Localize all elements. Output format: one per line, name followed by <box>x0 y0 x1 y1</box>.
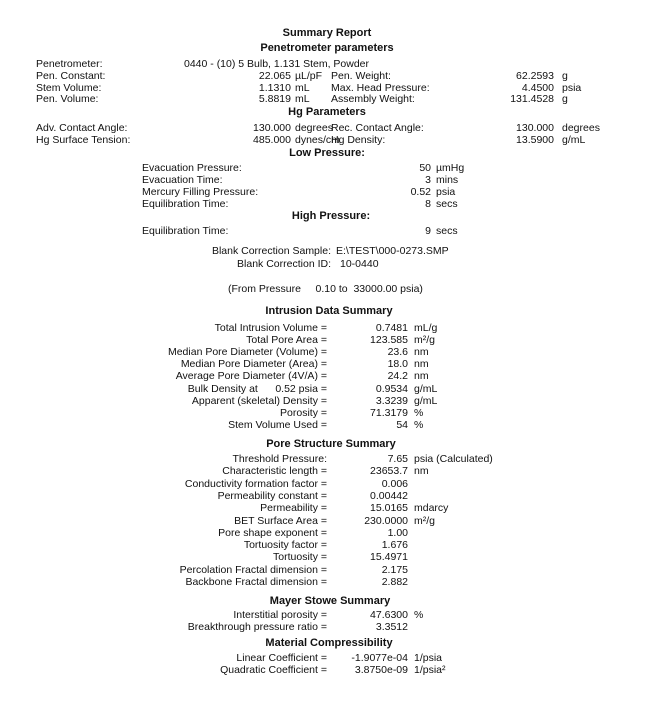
material-value: 3.8750e-09 <box>354 664 408 676</box>
intrusion-value: 123.585 <box>370 334 408 346</box>
pore-structure-value: 0.00442 <box>370 490 408 502</box>
high-pressure-label: Equilibration Time: <box>142 225 229 237</box>
low-pressure-value: 0.52 <box>410 186 431 198</box>
low-pressure-value: 8 <box>425 198 431 210</box>
pore-structure-value: 2.175 <box>381 564 408 576</box>
pen-left-label: Stem Volume: <box>36 82 102 94</box>
hg-right-unit: degrees <box>562 122 600 134</box>
pen-left-label: Pen. Volume: <box>36 93 99 105</box>
hg-left-unit: degrees <box>295 122 333 134</box>
intrusion-label: Median Pore Diameter (Area) = <box>180 358 327 370</box>
pen-right-unit: g <box>562 93 568 105</box>
pore-structure-label: Tortuosity = <box>273 551 327 563</box>
pore-structure-label: Pore shape exponent = <box>218 527 327 539</box>
mayer-stowe-label: Breakthrough pressure ratio = <box>187 621 327 633</box>
hg-right-label: Rec. Contact Angle: <box>331 122 424 134</box>
pen-left-label: Pen. Constant: <box>36 70 106 82</box>
pore-structure-value: 23653.7 <box>370 465 408 477</box>
hg-left-value: 130.000 <box>253 122 291 134</box>
pore-structure-value: 7.65 <box>387 453 408 465</box>
blank-sample-value: E:\TEST\000-0273.SMP <box>336 245 449 257</box>
penetrometer-label: Penetrometer: <box>36 58 103 70</box>
material-unit: 1/psia² <box>414 664 446 676</box>
report-title: Summary Report <box>282 27 372 39</box>
low-pressure-label: Evacuation Time: <box>142 174 223 186</box>
intrusion-label: Apparent (skeletal) Density = <box>191 395 327 407</box>
pore-structure-value: 15.4971 <box>370 551 408 563</box>
intrusion-value: 54 <box>396 419 408 431</box>
pore-structure-label: Permeability constant = <box>217 490 327 502</box>
hg-left-value: 485.000 <box>253 134 291 146</box>
intrusion-unit: mL/g <box>414 322 438 334</box>
pen-right-label: Max. Head Pressure: <box>331 82 430 94</box>
pen-right-value: 62.2593 <box>516 70 554 82</box>
intrusion-unit: nm <box>414 370 429 382</box>
low-pressure-label: Mercury Filling Pressure: <box>142 186 259 198</box>
intrusion-unit: nm <box>414 358 429 370</box>
intrusion-label: Total Intrusion Volume = <box>214 322 327 334</box>
hg-left-label: Hg Surface Tension: <box>36 134 131 146</box>
hg-right-label: Hg Density: <box>331 134 386 146</box>
pore-structure-value: 15.0165 <box>370 502 408 514</box>
pore-structure-label: Tortuosity factor = <box>243 539 327 551</box>
intrusion-value: 23.6 <box>387 346 408 358</box>
pore-structure-value: 1.676 <box>381 539 408 551</box>
intrusion-value: 18.0 <box>387 358 408 370</box>
material-label: Quadratic Coefficient = <box>220 664 327 676</box>
intrusion-value: 24.2 <box>387 370 408 382</box>
low-pressure-label: Equilibration Time: <box>142 198 229 210</box>
low-pressure-value: 3 <box>425 174 431 186</box>
pen-left-value: 5.8819 <box>258 93 291 105</box>
high-pressure-heading: High Pressure: <box>291 210 371 222</box>
intrusion-heading: Intrusion Data Summary <box>265 305 393 317</box>
intrusion-label: Total Pore Area = <box>246 334 327 346</box>
pen-right-unit: g <box>562 70 568 82</box>
pore-structure-label: Conductivity formation factor = <box>184 478 327 490</box>
pen-left-value: 1.1310 <box>258 82 291 94</box>
pore-structure-label: Threshold Pressure: <box>232 453 327 465</box>
hg-right-unit: g/mL <box>562 134 586 146</box>
low-pressure-unit: mins <box>436 174 459 186</box>
intrusion-label: Bulk Density at 0.52 psia = <box>187 383 327 395</box>
pen-left-unit: µL/pF <box>295 70 323 82</box>
penetrometer-heading: Penetrometer parameters <box>260 42 394 54</box>
pressure-range: (From Pressure 0.10 to 33000.00 psia) <box>228 283 423 295</box>
blank-id-label: Blank Correction ID: <box>237 258 331 270</box>
intrusion-value: 3.3239 <box>375 395 408 407</box>
intrusion-label: Stem Volume Used = <box>228 419 327 431</box>
hg-right-value: 130.000 <box>516 122 554 134</box>
material-value: -1.9077e-04 <box>351 652 408 664</box>
intrusion-label: Median Pore Diameter (Volume) = <box>167 346 327 358</box>
intrusion-unit: m²/g <box>414 334 435 346</box>
pen-right-value: 4.4500 <box>521 82 554 94</box>
pen-right-label: Assembly Weight: <box>331 93 415 105</box>
low-pressure-unit: secs <box>436 198 458 210</box>
low-pressure-heading: Low Pressure: <box>289 147 365 159</box>
blank-sample-label: Blank Correction Sample: <box>211 245 331 257</box>
pore-structure-label: Percolation Fractal dimension = <box>179 564 327 576</box>
pen-left-unit: mL <box>295 93 310 105</box>
low-pressure-value: 50 <box>419 162 431 174</box>
mayer-stowe-label: Interstitial porosity = <box>233 609 327 621</box>
penetrometer-value: 0440 - (10) 5 Bulb, 1.131 Stem, Powder <box>184 58 370 70</box>
material-compressibility-heading: Material Compressibility <box>265 637 393 649</box>
intrusion-value: 0.7481 <box>375 322 408 334</box>
intrusion-value: 71.3179 <box>370 407 408 419</box>
intrusion-unit: g/mL <box>414 383 438 395</box>
pore-structure-unit: psia (Calculated) <box>414 453 493 465</box>
low-pressure-unit: µmHg <box>436 162 465 174</box>
high-pressure-unit: secs <box>436 225 458 237</box>
pore-structure-value: 2.882 <box>381 576 408 588</box>
pen-right-value: 131.4528 <box>510 93 554 105</box>
material-label: Linear Coefficient = <box>236 652 327 664</box>
intrusion-label: Average Pore Diameter (4V/A) = <box>175 370 327 382</box>
mayer-stowe-unit: % <box>414 609 424 621</box>
intrusion-unit: nm <box>414 346 429 358</box>
high-pressure-value: 9 <box>425 225 431 237</box>
pore-structure-label: Permeability = <box>260 502 327 514</box>
intrusion-label: Porosity = <box>280 407 327 419</box>
pen-left-value: 22.065 <box>258 70 291 82</box>
pen-right-label: Pen. Weight: <box>331 70 391 82</box>
hg-right-value: 13.5900 <box>516 134 554 146</box>
pen-left-unit: mL <box>295 82 310 94</box>
material-unit: 1/psia <box>414 652 443 664</box>
blank-id-value: 10-0440 <box>340 258 379 270</box>
pore-structure-label: Backbone Fractal dimension = <box>185 576 327 588</box>
mayer-stowe-value: 47.6300 <box>370 609 408 621</box>
intrusion-unit: g/mL <box>414 395 438 407</box>
low-pressure-unit: psia <box>436 186 456 198</box>
intrusion-unit: % <box>414 407 424 419</box>
pore-structure-label: Characteristic length = <box>222 465 327 477</box>
hg-heading: Hg Parameters <box>288 106 366 118</box>
pore-structure-heading: Pore Structure Summary <box>266 438 396 450</box>
hg-left-unit: dynes/cm <box>295 134 340 146</box>
low-pressure-label: Evacuation Pressure: <box>142 162 242 174</box>
pore-structure-label: BET Surface Area = <box>234 515 327 527</box>
intrusion-unit: % <box>414 419 424 431</box>
mayer-stowe-value: 3.3512 <box>375 621 408 633</box>
pore-structure-unit: nm <box>414 465 429 477</box>
hg-left-label: Adv. Contact Angle: <box>36 122 128 134</box>
pen-right-unit: psia <box>562 82 582 94</box>
intrusion-value: 0.9534 <box>375 383 408 395</box>
pore-structure-value: 230.0000 <box>364 515 408 527</box>
pore-structure-value: 0.006 <box>381 478 408 490</box>
pore-structure-unit: mdarcy <box>414 502 449 514</box>
pore-structure-unit: m²/g <box>414 515 435 527</box>
pore-structure-value: 1.00 <box>387 527 408 539</box>
mayer-stowe-heading: Mayer Stowe Summary <box>269 595 391 607</box>
